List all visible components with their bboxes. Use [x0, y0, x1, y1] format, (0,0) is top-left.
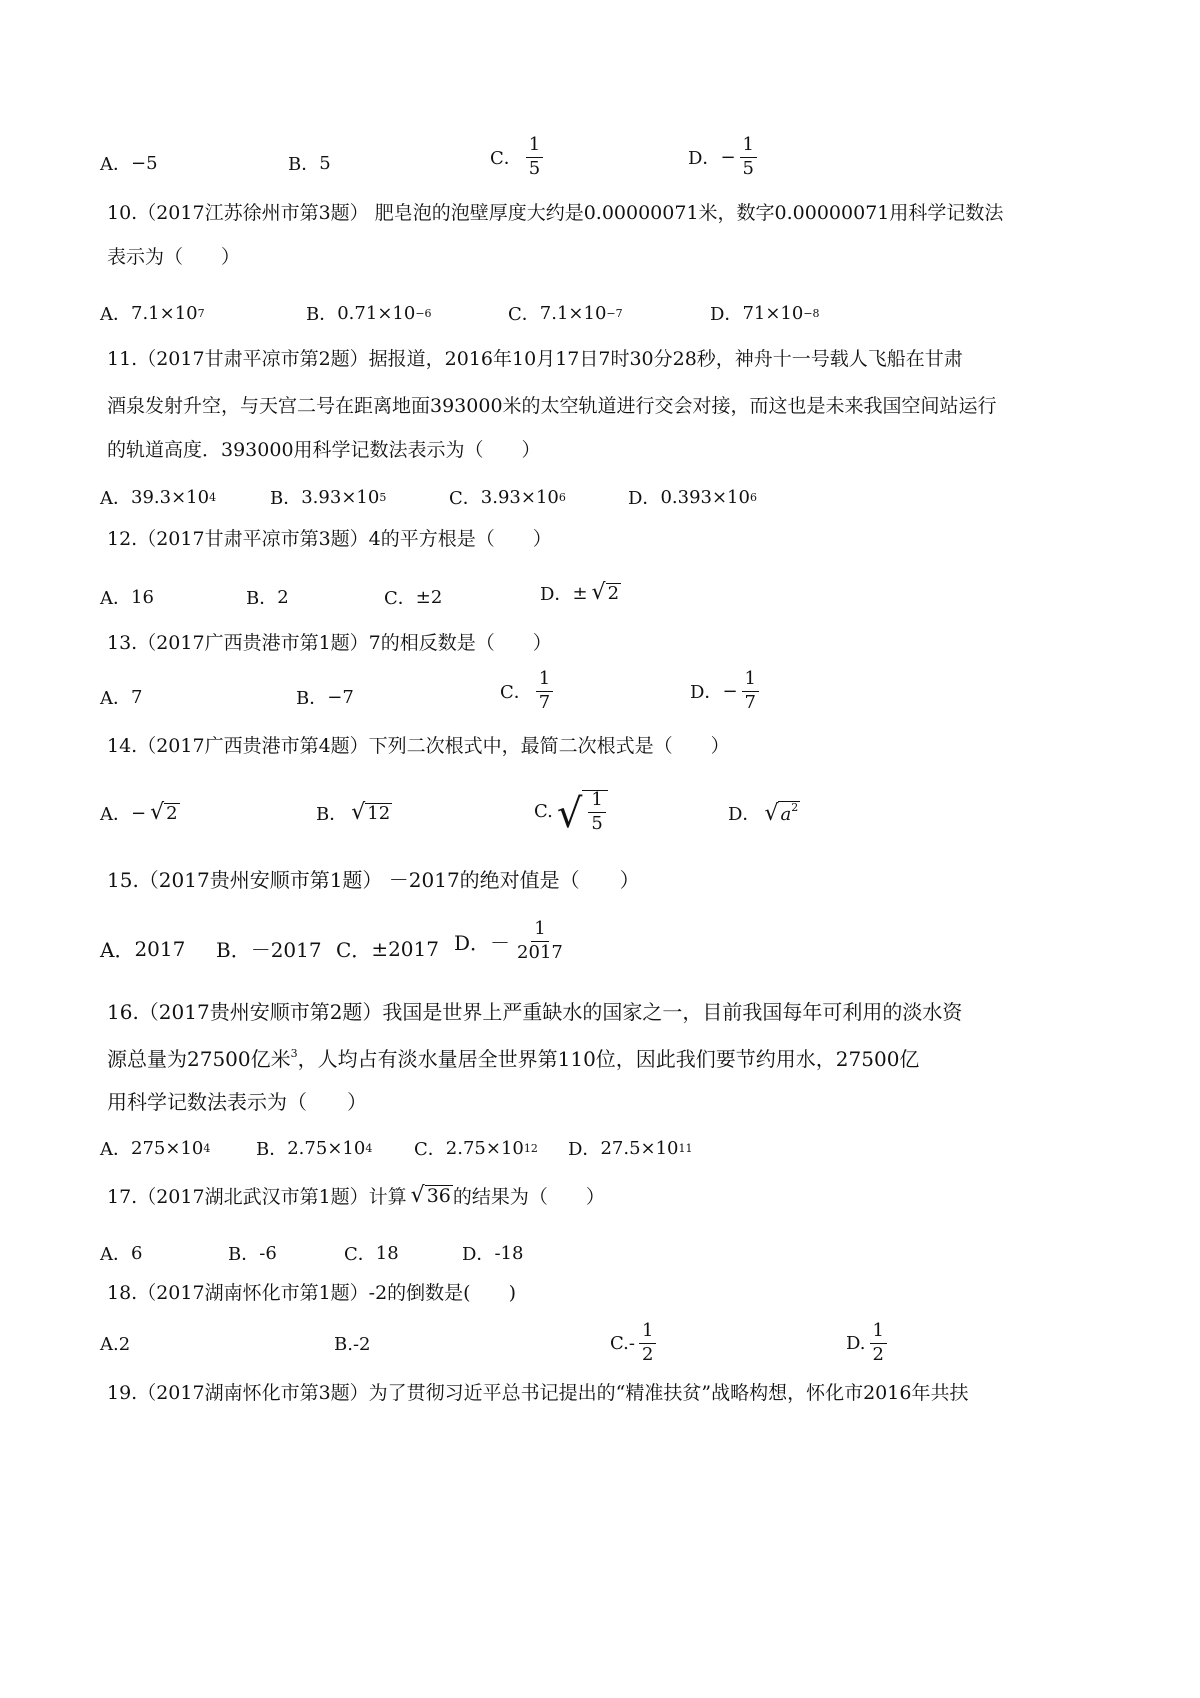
q9-option-c: C． $\frac{1}{5}$ — [490, 136, 543, 179]
fraction: $\frac{1}{7}$ — [742, 670, 759, 713]
q17-option-c: C． 18 — [344, 1242, 399, 1265]
fraction: $\frac{1}{2}$ — [870, 1322, 887, 1365]
q9-option-b: B． 5 — [288, 152, 331, 175]
q17-option-d: D． -18 — [462, 1242, 524, 1265]
fraction: $\frac{1}{2017}$ — [517, 918, 563, 963]
q10-stem-line1: 10.（2017江苏徐州市第3题） 肥皂泡的泡壁厚度大约是0.00000071米，数字0.00000071用科学记数法 — [107, 202, 1004, 224]
q19-stem-line1: 19.（2017湖南怀化市第3题）为了贯彻习近平总书记提出的“精准扶贫”战略构想，怀化市2016年共扶 — [107, 1382, 969, 1404]
q11-stem-line1: 11.（2017甘肃平凉市第2题）据报道，2016年10月17日7时30分28秒，神舟十一号载人飞船在甘肃 — [107, 348, 963, 370]
q13-option-c: C． $\frac{1}{7}$ — [500, 670, 553, 713]
q15-option-c: C． ±2017 — [336, 936, 439, 962]
square-root: √ $\frac{1}{5}$ — [557, 790, 608, 834]
q13-stem: 13.（2017广西贵港市第1题）7的相反数是（ ） — [107, 632, 552, 654]
q18-option-a: A. 2 — [100, 1334, 131, 1355]
q17-stem: 17.（2017湖北武汉市第1题）计算 √ 36 的结果为（ ） — [107, 1183, 605, 1208]
q12-stem: 12.（2017甘肃平凉市第3题）4的平方根是（ ） — [107, 528, 552, 550]
q18-option-c: C. - $\frac{1}{2}$ — [610, 1322, 656, 1365]
fraction: $\frac{1}{7}$ — [536, 670, 553, 713]
q18-option-b: B. -2 — [334, 1334, 371, 1355]
q16-stem-line2: 源总量为27500亿米$^3$，人均占有淡水量居全世界第110位，因此我们要节约用水，27500亿 — [107, 1047, 920, 1071]
q11-stem-line2: 酒泉发射升空，与天宫二号在距离地面393000米的太空轨道进行交会对接，而这也是未来我国空间站运行 — [107, 395, 997, 417]
square-root: √ 12 — [351, 800, 391, 825]
q16-stem-line3: 用科学记数法表示为（ ） — [107, 1090, 367, 1114]
square-root: √ 2 — [150, 800, 178, 825]
fraction: $\frac{1}{5}$ — [740, 136, 757, 179]
q18-option-d: D. $\frac{1}{2}$ — [846, 1322, 887, 1365]
q11-option-c: C． 3.93×10 6 — [449, 486, 566, 509]
q15-option-a: A． 2017 — [100, 936, 186, 962]
square-root: √ 36 — [410, 1183, 451, 1208]
q17-option-b: B． -6 — [228, 1242, 277, 1265]
q17-option-a: A． 6 — [100, 1242, 143, 1265]
q16-option-d: D． 27.5×10 11 — [568, 1137, 693, 1160]
q10-option-d: D． 71×10 −8 — [710, 302, 820, 325]
q13-option-b: B． −7 — [296, 686, 354, 709]
q14-stem: 14.（2017广西贵港市第4题）下列二次根式中，最简二次根式是（ ） — [107, 735, 730, 757]
q10-stem-line2: 表示为（ ） — [107, 246, 241, 268]
fraction: $\frac{1}{5}$ — [588, 791, 605, 834]
q16-option-a: A． 275×10 4 — [100, 1137, 211, 1160]
square-root: √ $a^2$ — [764, 800, 799, 826]
q18-stem: 18.（2017湖南怀化市第1题）-2的倒数是( ) — [107, 1282, 516, 1304]
fraction: $\frac{1}{2}$ — [639, 1322, 656, 1365]
q11-option-d: D． 0.393×10 6 — [628, 486, 757, 509]
q12-option-b: B． 2 — [246, 586, 289, 609]
q12-option-a: A． 16 — [100, 586, 154, 609]
q11-option-b: B． 3.93×10 5 — [270, 486, 387, 509]
q14-option-d: D． √ $a^2$ — [728, 800, 799, 826]
q15-option-b: B． －2017 — [216, 938, 322, 962]
q11-option-a: A． 39.3×10 4 — [100, 486, 217, 509]
q12-option-c: C． ±2 — [384, 586, 443, 609]
q14-option-b: B． √ 12 — [316, 800, 391, 825]
q16-option-c: C． 2.75×10 12 — [414, 1137, 538, 1160]
q12-option-d: D． ± √ 2 — [540, 580, 620, 605]
q16-option-b: B． 2.75×10 4 — [256, 1137, 373, 1160]
q11-stem-line3: 的轨道高度．393000用科学记数法表示为（ ） — [107, 439, 541, 461]
q14-option-c: C. √ $\frac{1}{5}$ — [534, 790, 608, 834]
q9-option-a: A． −5 — [100, 152, 158, 175]
q14-option-a: A． − √ 2 — [100, 800, 178, 825]
fraction: $\frac{1}{5}$ — [526, 136, 543, 179]
q16-stem-line1: 16.（2017贵州安顺市第2题）我国是世界上严重缺水的国家之一，目前我国每年可利用的淡水资 — [107, 1000, 963, 1024]
q10-option-b: B． 0.71×10 −6 — [306, 302, 432, 325]
q15-stem: 15.（2017贵州安顺市第1题） －2017的绝对值是（ ） — [107, 868, 640, 892]
q9-option-d: D． − $\frac{1}{5}$ — [688, 136, 757, 179]
q13-option-d: D． − $\frac{1}{7}$ — [690, 670, 759, 713]
q10-option-a: A． 7.1×10 7 — [100, 302, 205, 325]
square-root: √ 2 — [591, 580, 620, 605]
q15-option-d: D． － $\frac{1}{2017}$ — [454, 920, 566, 963]
q13-option-a: A． 7 — [100, 686, 143, 709]
q10-option-c: C． 7.1×10 −7 — [508, 302, 623, 325]
